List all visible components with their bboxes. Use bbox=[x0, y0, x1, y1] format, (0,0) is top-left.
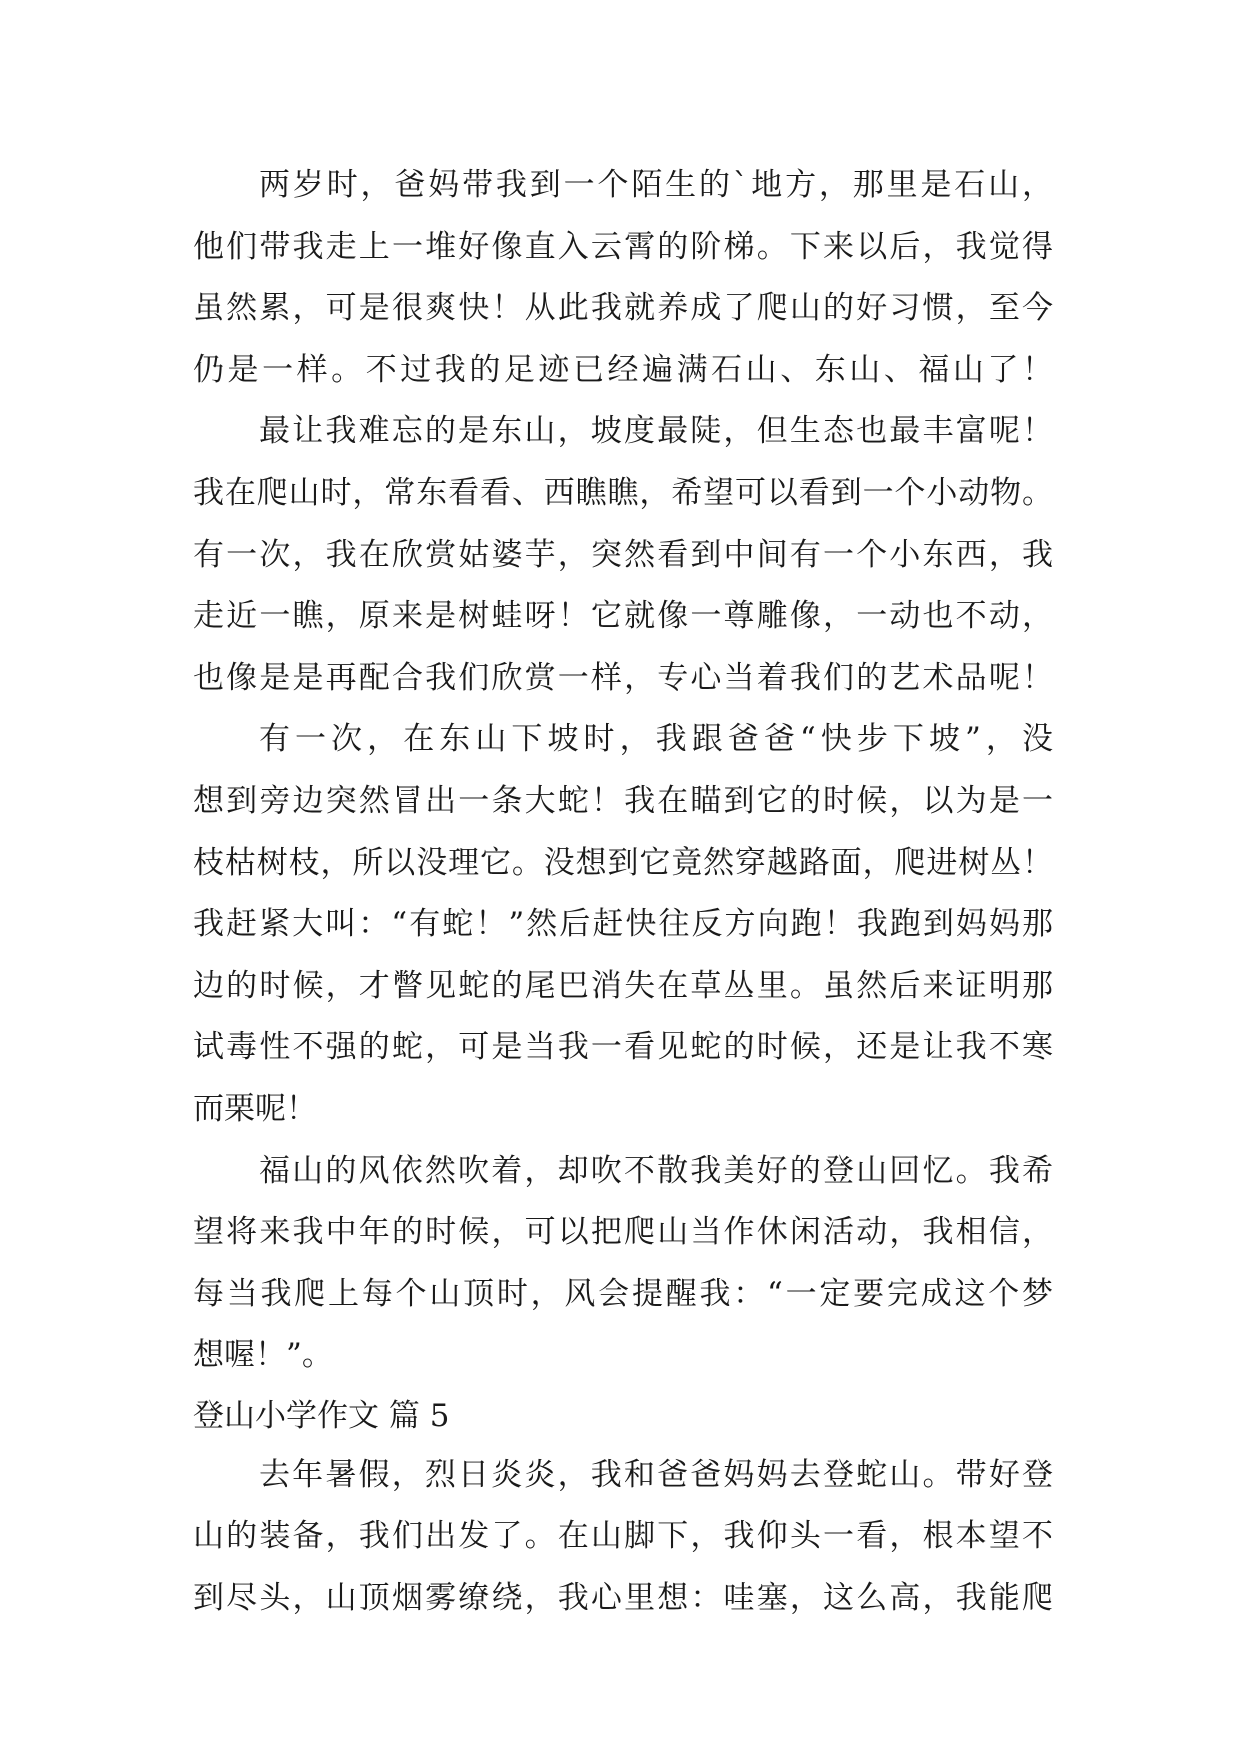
text-line: 走近一瞧，原来是树蛙呀！它就像一尊雕像，一动也不动， bbox=[193, 598, 1056, 635]
text-line: 山的装备，我们出发了。在山脚下，我仰头一看，根本望不 bbox=[193, 1518, 1056, 1555]
text-line: 也像是是再配合我们欣赏一样，专心当着我们的艺术品呢！ bbox=[193, 659, 1056, 696]
text-line: 想到旁边突然冒出一条大蛇！我在瞄到它的时候，以为是一 bbox=[193, 782, 1056, 819]
text-line: 每当我爬上每个山顶时，风会提醒我：“一定要完成这个梦 bbox=[193, 1275, 1056, 1312]
text-line: 福山的风依然吹着，却吹不散我美好的登山回忆。我希 bbox=[259, 1152, 1056, 1189]
text-line: 想喔！”。 bbox=[193, 1337, 333, 1374]
text-line: 到尽头，山顶烟雾缭绕，我心里想：哇塞，这么高，我能爬 bbox=[193, 1580, 1056, 1617]
text-line: 我赶紧大叫：“有蛇！”然后赶快往反方向跑！我跑到妈妈那 bbox=[193, 906, 1056, 943]
text-line: 望将来我中年的时候，可以把爬山当作休闲活动，我相信， bbox=[193, 1214, 1056, 1251]
text-line: 仍是一样。不过我的足迹已经遍满石山、东山、福山了！ bbox=[193, 351, 1057, 388]
text-line: 有一次，我在欣赏姑婆芋，突然看到中间有一个小东西，我 bbox=[193, 536, 1056, 573]
text-line: 而栗呢！ bbox=[193, 1090, 317, 1127]
essay-body bbox=[193, 155, 1059, 1630]
text-line: 去年暑假，烈日炎炎，我和爸爸妈妈去登蛇山。带好登 bbox=[259, 1456, 1056, 1493]
text-line: 最让我难忘的是东山，坡度最陡，但生态也最丰富呢！ bbox=[259, 413, 1056, 450]
text-line: 我在爬山时，常东看看、西瞧瞧，希望可以看到一个小动物。 bbox=[193, 474, 1054, 511]
text-line: 两岁时，爸妈带我到一个陌生的`地方，那里是石山， bbox=[259, 167, 1056, 203]
text-line: 有一次，在东山下坡时，我跟爸爸“快步下坡”，没 bbox=[259, 721, 1059, 758]
text-line: 虽然累，可是很爽快！从此我就养成了爬山的好习惯，至今 bbox=[193, 290, 1056, 327]
text-line: 枝枯树枝，所以没理它。没想到它竟然穿越路面，爬进树丛！ bbox=[193, 844, 1054, 881]
text-line: 边的时候，才瞥见蛇的尾巴消失在草丛里。虽然后来证明那 bbox=[193, 967, 1056, 1004]
text-line: 试毒性不强的蛇，可是当我一看见蛇的时候，还是让我不寒 bbox=[193, 1029, 1056, 1066]
section-heading: 登山小学作文 篇 5 bbox=[193, 1397, 450, 1434]
text-line: 他们带我走上一堆好像直入云霄的阶梯。下来以后，我觉得 bbox=[193, 228, 1056, 265]
